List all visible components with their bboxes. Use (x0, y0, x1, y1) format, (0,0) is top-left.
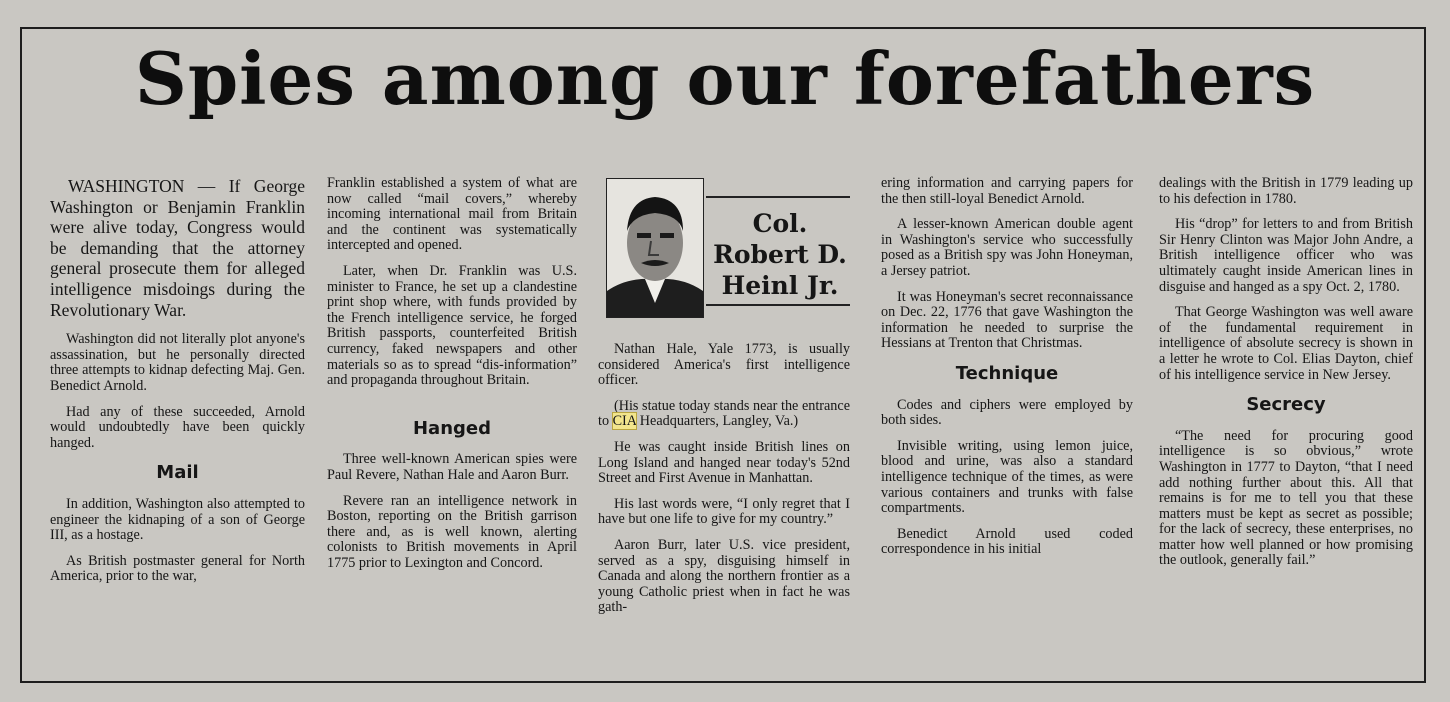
author-name: Col. Robert D. Heinl Jr. (706, 196, 850, 306)
paragraph: Codes and ciphers were employed by both sides. (881, 396, 1133, 429)
paragraph: (His statue today stands near the entrance to CIA Headquarters, Langley, Va.) (598, 397, 850, 430)
column-1 (50, 176, 305, 676)
byline-box (606, 178, 850, 320)
highlight-cia: CIA (612, 413, 637, 430)
paragraph: “The need for procuring good intelligence is so obvious,” wrote Washington in 1777 to Dayton, “that I need add nothing further about this. All that remains is for me to tell you that these matters must be kept as secret as possible; for the lack of secrecy, these enterprises, no matter how well planned or how promising the outlook, generally fail.” (1159, 427, 1413, 569)
paragraph: Invisible writing, using lemon juice, blood and urine, was also a standard intelligence technique of the times, as were various containers and trunks with false compartments. (881, 437, 1133, 517)
subheading-secrecy: Secrecy (1246, 394, 1326, 416)
paragraph: Franklin established a system of what are now called “mail covers,” whereby incoming international mail from Britain and the continent was systematically intercepted and opened. (327, 176, 577, 254)
paragraph: As British postmaster general for North America, prior to the war, (50, 552, 305, 585)
paragraph: Revere ran an intelligence network in Boston, reporting on the British garrison there and, as is well known, alerting colonists to British movements in April 1775 prior to Lexington and Concord. (327, 492, 577, 571)
author-portrait (606, 178, 704, 318)
column-5 (1159, 176, 1413, 676)
paragraph: Three well-known American spies were Paul Revere, Nathan Hale and Aaron Burr. (327, 451, 577, 483)
paragraph: Nathan Hale, Yale 1773, is usually considered America's first intelligence officer. (598, 341, 850, 389)
paragraph: In addition, Washington also attempted to engineer the kidnaping of a son of George III, as a hostage. (50, 495, 305, 544)
paragraph: His “drop” for letters to and from British Sir Henry Clinton was Major John Andre, a British intelligence officer who was ultimately caught inside American lines in disguise and hanged as a spy Oct. 2, 1780. (1159, 216, 1413, 295)
column-2 (327, 176, 577, 676)
paragraph: dealings with the British in 1779 leading up to his defection in 1780. (1159, 176, 1413, 207)
paragraph: That George Washington was well aware of the fundamental requirement in intelligence of absolute secrecy is shown in a letter he wrote to Col. Elias Dayton, chief of his intelligence service in New Jersey. (1159, 304, 1413, 383)
paragraph: It was Honeyman's secret reconnaissance on Dec. 22, 1776 that gave Washington the information he needed to surprise the Hessians at Trenton that Christmas. (881, 288, 1133, 352)
paragraph: His last words were, “I only regret that I have but one life to give for my country.” (598, 495, 850, 528)
column-3 (598, 176, 850, 676)
column-4 (881, 176, 1133, 676)
paragraph: A lesser-known American double agent in Washington's service who successfully posed as a British spy was John Honeyman, a Jersey patriot. (881, 216, 1133, 279)
paragraph: Had any of these succeeded, Arnold would undoubtedly have been quickly hanged. (50, 403, 305, 451)
portrait-drawing-icon (607, 179, 703, 317)
subheading-hanged: Hanged (412, 417, 491, 439)
paragraph: ering information and carrying papers for the then still-loyal Benedict Arnold. (881, 176, 1133, 207)
paragraph: Washington did not literally plot anyone's assassination, but he personally directed three attempts to kidnap defecting Maj. Gen. Benedict Arnold. (50, 331, 305, 394)
paragraph: Aaron Burr, later U.S. vice president, served as a spy, disguising himself in Canada and along the northern frontier as a young Catholic priest when in fact he was gath- (598, 536, 850, 616)
paragraph: Later, when Dr. Franklin was U.S. minister to France, he set up a clandestine print shop where, with funds provided by the French intelligence service, he forged British passports, counterfeited British currency, faked newspapers and other materials so as to spread “dis-information” and propaganda throughout Britain. (327, 262, 577, 389)
subheading-mail: Mail (156, 462, 199, 484)
paragraph: Benedict Arnold used coded correspondence in his initial (881, 525, 1133, 558)
paragraph: He was caught inside British lines on Long Island and hanged near today's 52nd Street and First Avenue in Manhattan. (598, 438, 850, 487)
subheading-technique: Technique (955, 362, 1059, 384)
headline: Spies among our forefathers (134, 36, 1316, 121)
lead-paragraph: WASHINGTON — If George Washington or Benjamin Franklin were alive today, Congress would be demanding that the attorney general prosecute them for alleged intelligence misdoings during the Revolutionary War. (50, 176, 305, 320)
